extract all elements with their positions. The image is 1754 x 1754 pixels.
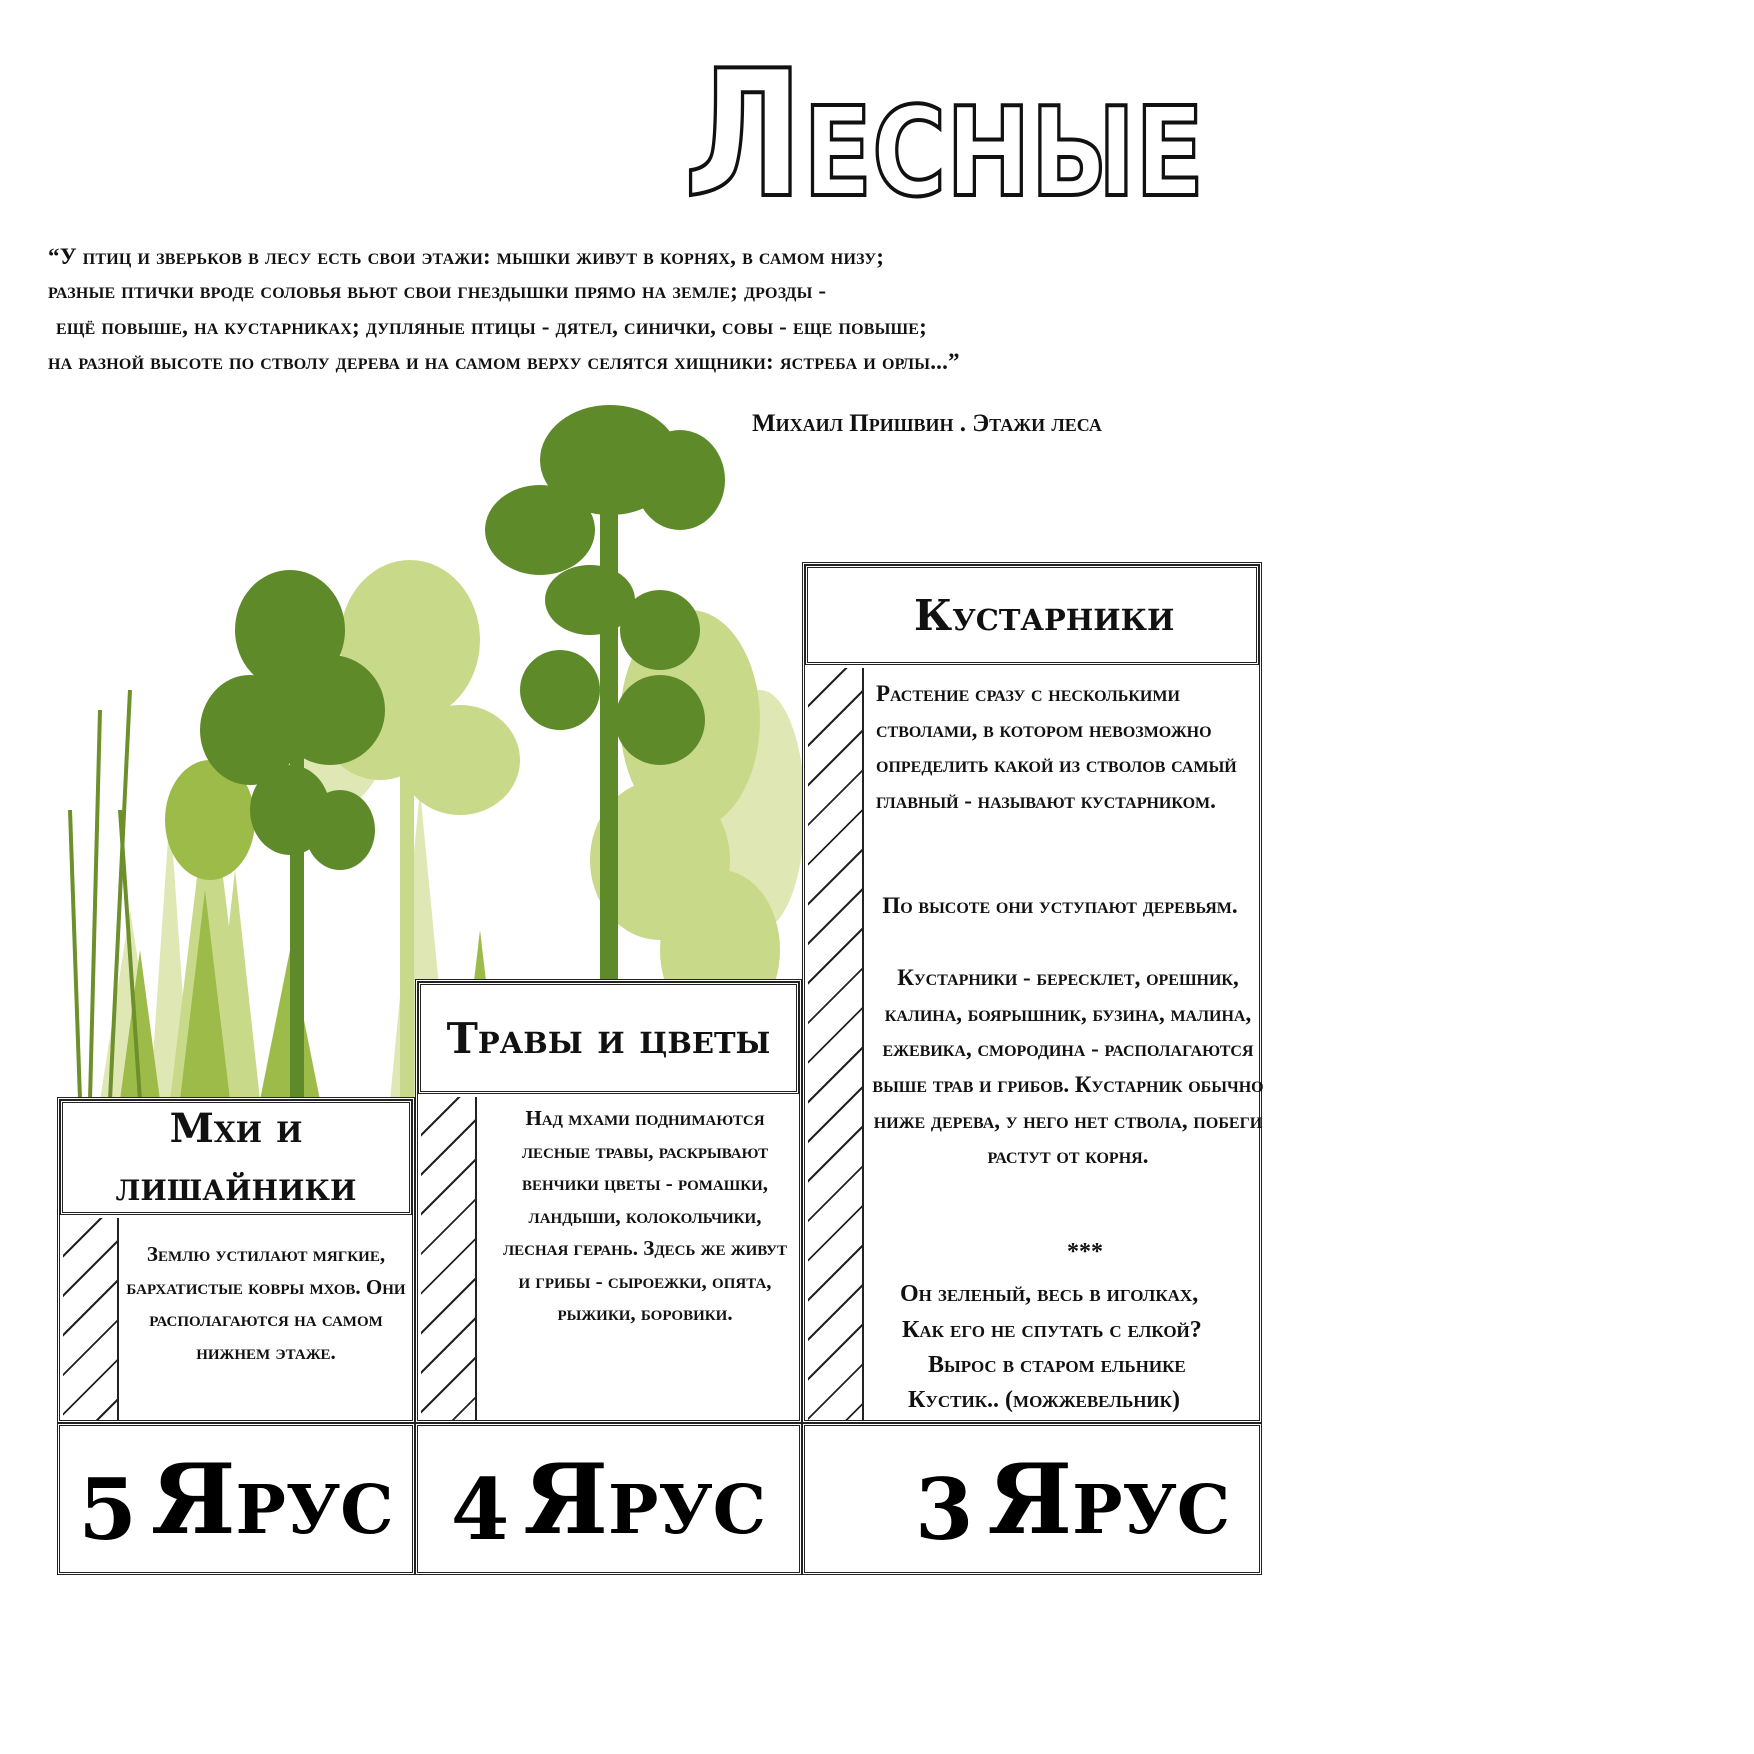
mosses-heading bbox=[60, 1100, 412, 1215]
tier-4-label bbox=[415, 1423, 802, 1575]
quote-line-3: ещё повыше, на кустарниках; дупляные птицы - дятел, синички, совы - еще повыше; bbox=[56, 314, 928, 339]
shrubs-stars: *** bbox=[1067, 1239, 1103, 1265]
quote-line-1: “У птиц и зверьков в лесу есть свои этажи: мышки живут в корнях, в самом низу; bbox=[48, 244, 885, 269]
herbs-text: Над мхами поднимаются лесные травы, раскрывают венчики цветы - ромашки, ландыши, колокольчики, лесная герань. Здесь же живут и грибы - сыроежки, опята, рыжики, боровики. bbox=[502, 1106, 788, 1326]
mosses-hatch bbox=[63, 1218, 119, 1420]
shrubs-text-3: Кустарники - бересклет, орешник, калина, боярышник, бузина, малина, ежевика, смородина - располагаются выше трав и грибов. Кустарник обычно ниже дерева, у него нет ствола, побеги растут от корня. bbox=[872, 965, 1264, 1169]
shrubs-text-2: По высоте они уступают деревьям. bbox=[882, 893, 1238, 918]
quote-author: Михаил Пришвин . Этажи леса bbox=[752, 410, 1102, 437]
shrubs-poem-1: Он зеленый, весь в иголках, bbox=[900, 1281, 1199, 1307]
tier-3-word: Ярус bbox=[987, 1442, 1231, 1556]
tier-4-number: 4 bbox=[450, 1459, 510, 1559]
mosses-text: Землю устилают мягкие, бархатистые ковры мхов. Они располагаются на самом нижнем этаже. bbox=[126, 1242, 406, 1364]
tier-4-word: Ярус bbox=[523, 1442, 767, 1556]
mosses-heading-line2: лишайники bbox=[115, 1162, 357, 1210]
tier-5-word: Ярус bbox=[150, 1442, 394, 1556]
shrubs-heading: Кустарники bbox=[805, 565, 1259, 665]
quote-line-2: разные птички вроде соловья вьют свои гнездышки прямо на земле; дрозды - bbox=[48, 278, 827, 303]
shrubs-text-1: Растение сразу с несколькими стволами, в котором невозможно определить какой из стволов самый главный - называют кустарником. bbox=[876, 681, 1237, 813]
tier-3-label bbox=[802, 1423, 1262, 1575]
quote-line-4: на разной высоте по стволу дерева и на самом верху селятся хищники: ястреба и орлы...” bbox=[48, 349, 960, 374]
page-title-text: Лесные bbox=[684, 34, 1204, 237]
tier-5-label bbox=[57, 1423, 415, 1575]
herbs-hatch bbox=[421, 1097, 477, 1420]
shrubs-hatch bbox=[808, 668, 864, 1420]
shrubs-poem-3: Вырос в старом ельнике bbox=[928, 1352, 1186, 1378]
tier-5-number: 5 bbox=[78, 1459, 137, 1559]
tier-3-number: 3 bbox=[915, 1459, 974, 1559]
shrubs-poem-2: Как его не спутать с елкой? bbox=[902, 1317, 1202, 1343]
herbs-heading: Травы и цветы bbox=[418, 982, 799, 1094]
mosses-heading-line1: Мхи и bbox=[169, 1104, 303, 1152]
shrubs-poem-4: Кустик.. (можжевельник) bbox=[908, 1387, 1180, 1413]
